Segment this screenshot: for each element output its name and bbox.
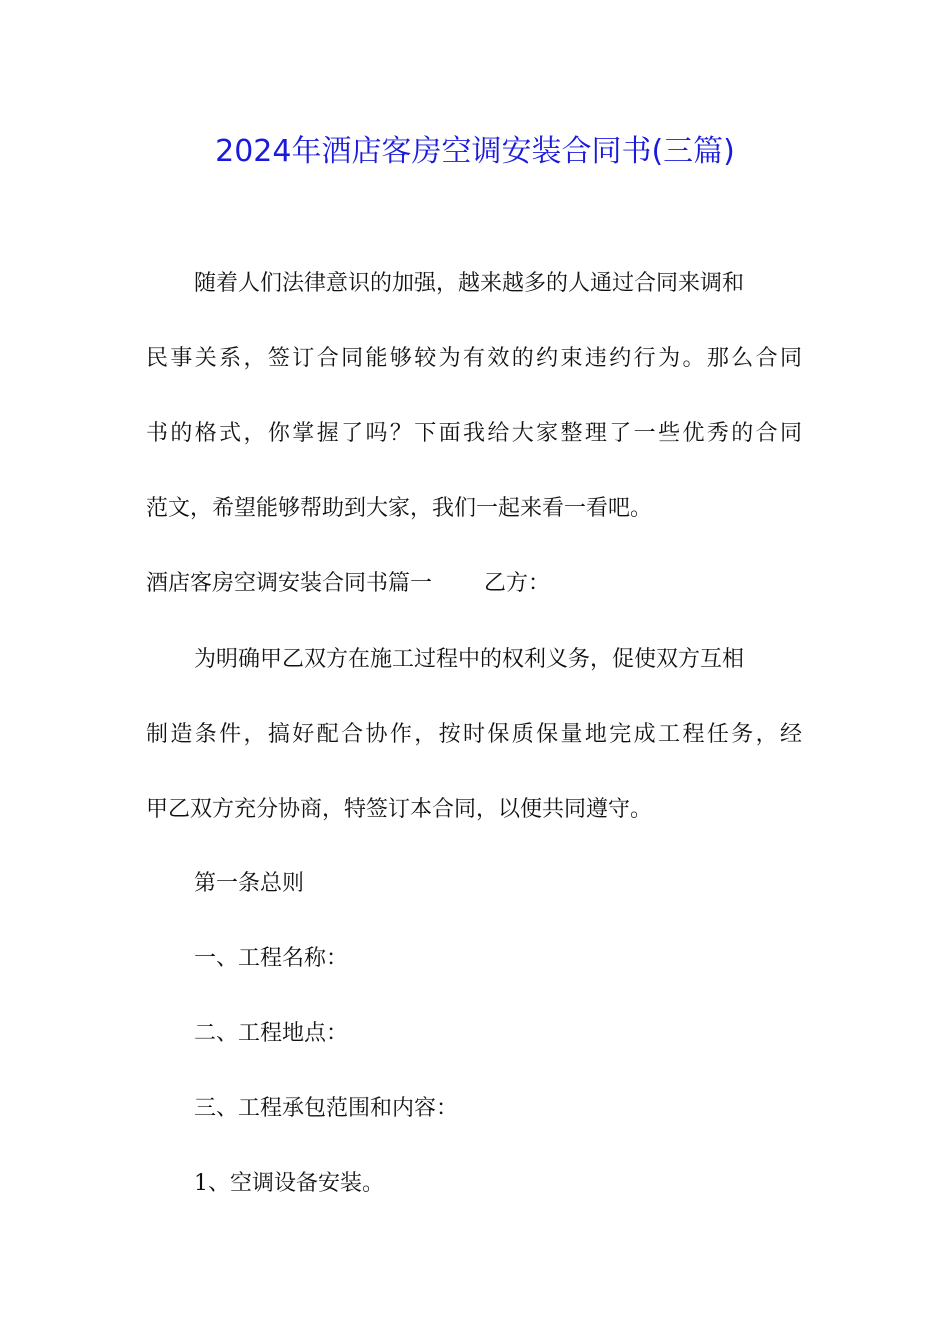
item-project-name: 一、工程名称：: [194, 946, 349, 971]
intro-line-4: 范文，希望能够帮助到大家，我们一起来看一看吧。: [146, 496, 653, 521]
intro-line-2: 民事关系，签订合同能够较为有效的约束违约行为。那么合同: [146, 346, 802, 371]
purpose-line-1: 为明确甲乙双方在施工过程中的权利义务，促使双方互相: [194, 647, 745, 672]
party-b-label: 乙方：: [484, 571, 551, 596]
article-1-heading: 第一条总则: [194, 871, 305, 896]
section-heading: 酒店客房空调安装合同书篇一: [146, 571, 433, 596]
intro-line-3: 书的格式，你掌握了吗？下面我给大家整理了一些优秀的合同: [146, 421, 802, 446]
item-project-scope: 三、工程承包范围和内容：: [194, 1096, 459, 1121]
item-project-location: 二、工程地点：: [194, 1021, 349, 1046]
intro-line-1: 随着人们法律意识的加强，越来越多的人通过合同来调和: [194, 271, 745, 296]
purpose-line-3: 甲乙双方充分协商，特签订本合同，以便共同遵守。: [146, 797, 653, 822]
item-ac-installation: 1、空调设备安装。: [194, 1171, 384, 1196]
document-title: 2024年酒店客房空调安装合同书(三篇): [215, 134, 735, 169]
purpose-line-2: 制造条件，搞好配合协作，按时保质保量地完成工程任务，经: [146, 722, 802, 747]
section-heading-row: [146, 564, 550, 604]
